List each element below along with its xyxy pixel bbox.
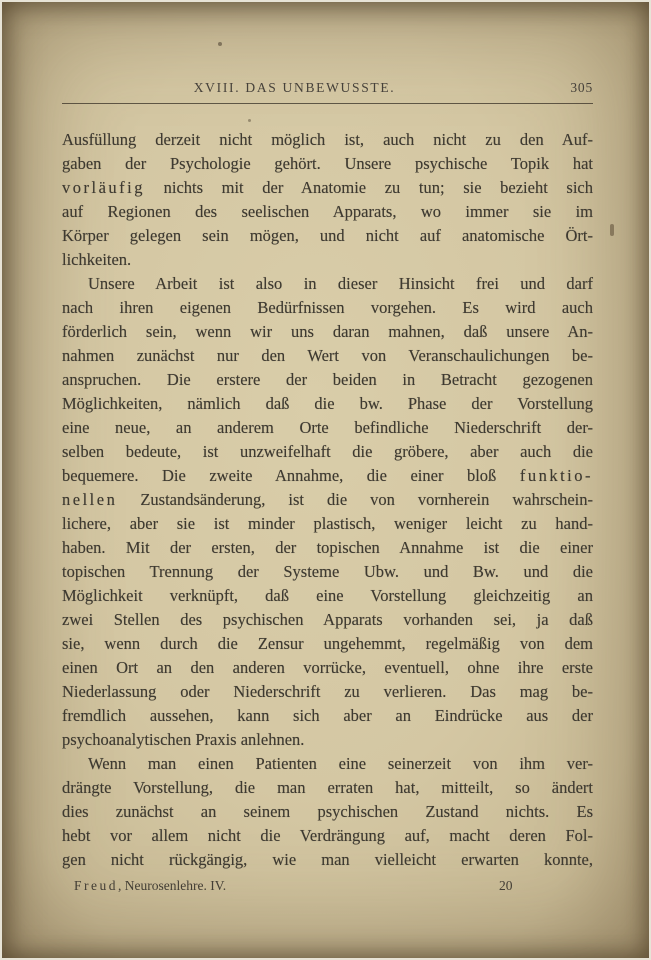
text-line: sie, wenn durch die Zensur ungehemmt, regelmäßig von dem [62, 634, 593, 653]
header-rule [62, 103, 593, 104]
text-line: förderlich sein, wenn wir uns daran mahnen, daß unsere An- [62, 322, 593, 341]
emphasized-text: funktio- [519, 466, 593, 485]
chapter-title: XVIII. DAS UNBEWUSSTE. [193, 80, 396, 95]
text-segment: Zustandsänderung, ist die von vornherein wahrschein- [117, 490, 593, 509]
paragraph [62, 128, 593, 272]
text-line: topischen Trennung der Systeme Ubw. und Bw. und die [62, 562, 593, 581]
text-line: selben bedeute, ist unzweifelhaft die gröbere, aber auch die [62, 442, 593, 461]
text-line: lichere, aber sie ist minder plastisch, weniger leicht zu hand- [62, 514, 593, 533]
paper-speck [218, 42, 222, 46]
text-line: zwei Stellen des psychischen Apparats vorhanden sei, ja daß [62, 610, 593, 629]
body-text [62, 128, 593, 872]
paper-speck [248, 119, 251, 122]
text-line: gen nicht rückgängig, wie man vielleicht erwarten konnte, [62, 850, 593, 869]
page-header [62, 80, 593, 104]
text-line: gaben der Psychologie gehört. Unsere psychische Topik hat [62, 154, 593, 173]
text-line: Möglichkeit verknüpft, daß eine Vorstellung gleichzeitig an [62, 586, 593, 605]
text-line: Niederlassung oder Niederschrift zu verlieren. Das mag be- [62, 682, 593, 701]
text-line: hebt vor allem nicht die Verdrängung auf, macht deren Fol- [62, 826, 593, 845]
publication-signature [74, 878, 226, 893]
text-line: Körper gelegen sein mögen, und nicht auf anatomische Ört- [62, 226, 593, 245]
author-name: Freud [74, 878, 118, 893]
text-line [62, 176, 593, 200]
paragraph [62, 752, 593, 872]
header-right [395, 80, 593, 96]
text-line [62, 464, 593, 488]
text-line [62, 488, 593, 512]
page-number: 305 [570, 80, 593, 95]
text-line: einen Ort an den anderen vorrücke, eventuell, ohne ihre erste [62, 658, 593, 677]
text-segment: bequemere. Die zweite Annahme, die einer bloß [62, 466, 520, 485]
text-line: nach ihren eigenen Bedürfnissen vorgehen. Es wird auch [62, 298, 593, 317]
text-line: Möglichkeiten, nämlich daß die bw. Phase der Vorstellung [62, 394, 593, 413]
text-line: Wenn man einen Patienten eine seinerzeit von ihm ver- [88, 754, 593, 773]
page-footer [62, 878, 593, 894]
sheet-number: 20 [499, 878, 513, 893]
text-line: anspruchen. Die erstere der beiden in Betracht gezogenen [62, 370, 593, 389]
text-line: dies zunächst an seinem psychischen Zustand nichts. Es [62, 802, 593, 821]
text-line: auf Regionen des seelischen Apparats, wo immer sie im [62, 202, 593, 221]
scan-artifact [610, 224, 614, 236]
text-line: Unsere Arbeit ist also in dieser Hinsicht frei und darf [88, 274, 593, 293]
text-line: psychoanalytischen Praxis anlehnen. [62, 730, 305, 749]
publication-title: , Neurosenlehre. IV. [118, 878, 227, 893]
text-line: eine neue, an anderem Orte befindliche Niederschrift der- [62, 418, 593, 437]
text-line: lichkeiten. [62, 250, 132, 269]
text-line: haben. Mit der ersten, der topischen Annahme ist die einer [62, 538, 593, 557]
emphasized-text: vorläufig [62, 178, 145, 197]
text-segment: nichts mit der Anatomie zu tun; sie bezieht sich [144, 178, 593, 197]
emphasized-text: nellen [62, 490, 118, 509]
text-line: Ausfüllung derzeit nicht möglich ist, auch nicht zu den Auf- [62, 130, 593, 149]
text-line: nahmen zunächst nur den Wert von Veranschaulichungen be- [62, 346, 593, 365]
text-line: fremdlich aussehen, kann sich aber an Eindrücke aus der [62, 706, 593, 725]
header-row [62, 80, 593, 96]
text-line: drängte Vorstellung, die man erraten hat, mitteilt, so ändert [62, 778, 593, 797]
paragraph [62, 272, 593, 752]
